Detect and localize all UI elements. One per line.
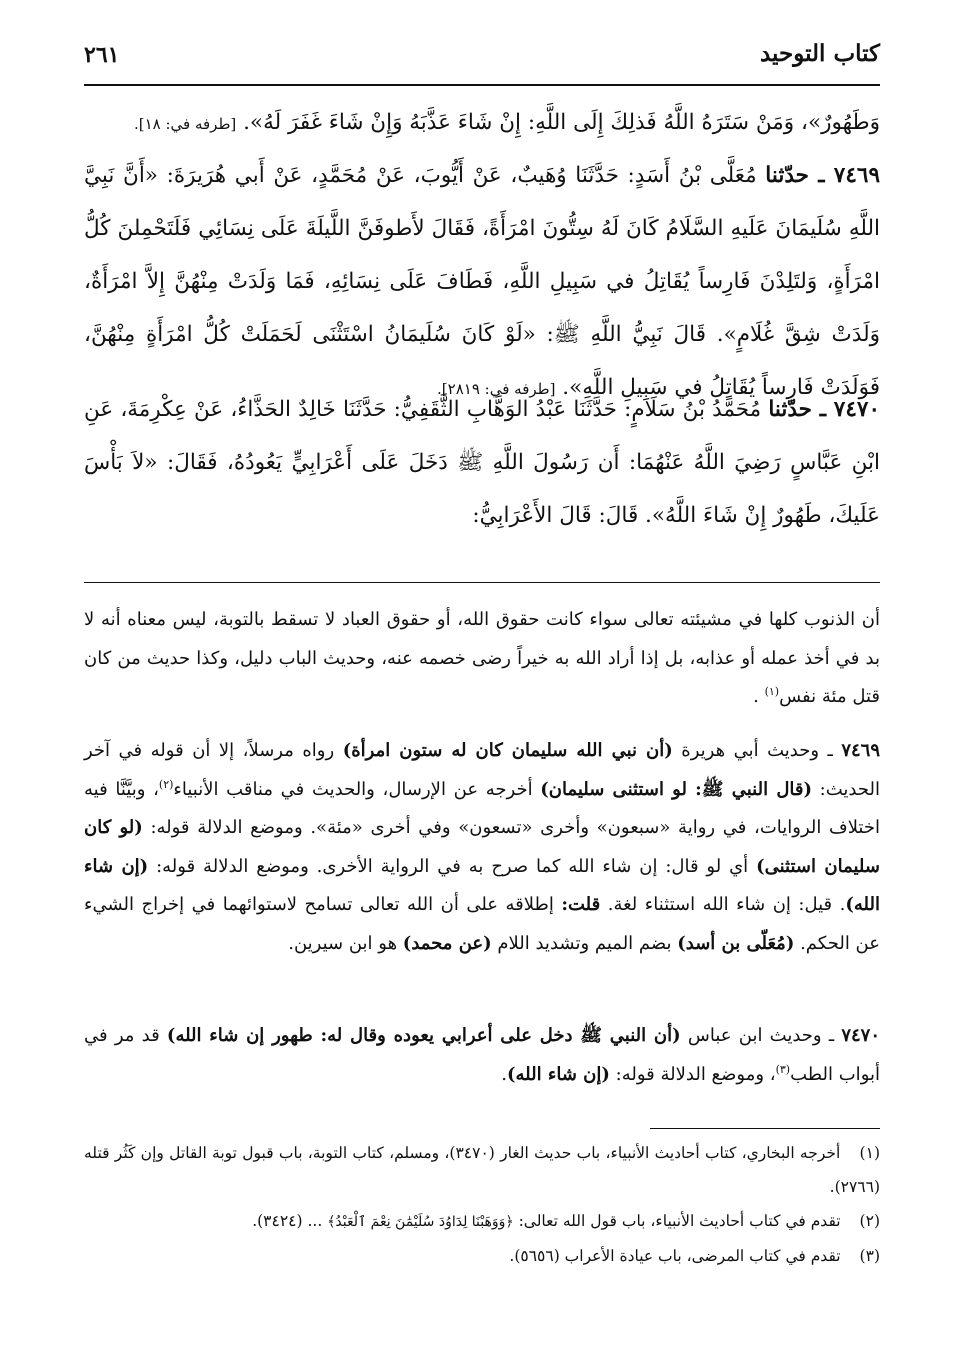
hadith-continuation [84,96,880,151]
cross-reference: [طرفه في: ١٨]. [133,115,237,133]
footnote-number: (٢) [859,1212,880,1230]
footnote-text: ... (٣٤٢٤). [252,1212,323,1230]
hadith-text: مُعَلَّى بْنُ أَسَدٍ: حَدَّثَنَا وُهَيبٌ، عَنْ أَيُّوبَ، عَنْ مُحَمَّدٍ، عَنْ أَبي هُرَيرَةَ: «أَنَّ نَبِيَّ اللَّهِ سُلَيمَانَ عَلَيهِ السَّلَامُ كَانَ لَهُ سِتُّونَ امْرَأَةً، فَقَالَ لأَطوفَنَّ اللَّيلَةَ عَلَى نِسَائِي فَلَتَحْمِلنَ كُلُّ امْرَأَةٍ، وَلتَلِدْنَ فَارِساً يُقَاتِلُ في سَبِيلِ اللَّهِ، فَطَافَ عَلَى نِسَائِهِ، فَمَا وَلَدَتْ مِنْهُنَّ إِلاَّ امْرَأَةٌ، وَلَدَتْ شِقَّ غُلَامٍ». قَالَ نَبِيُّ اللَّهِ ﷺ: «لَوْ كَانَ سُلَيمَانُ اسْتَثْنَى لَحَمَلَتْ كُلُّ امْرَأَةٍ مِنْهُنَّ، فَوَلَدَتْ فَارِساً يُقَاتِلُ في سَبِيلِ اللَّهِ». [84,163,880,400]
hadith-number: ٧٤٦٩ [833,163,880,188]
hadith-text: وَطَهُورٌ»، وَمَنْ سَتَرَهُ اللَّهُ فَذلِكَ إِلَى اللَّهِ: إِنْ شَاءَ عَذَّبَهُ وَإِنْ شَاءَ غَفَرَ لَهُ». [243,110,880,135]
book-title: كتاب التوحيد [759,40,880,67]
commentary-7469: ٧٤٦٩ ـ وحديث أبي هريرة (أن نبي الله سليمان كان له ستون امرأة) رواه مرسلاً، إلا أن قوله في آخر الحديث: (قال النبي ﷺ: لو استثنى سليمان) أخرجه عن الإرسال، والحديث في مناقب الأنبياء$^{(٢)}$، وبيَّنَّا فيه اختلاف الروايات، في رواية «سبعون» وأخرى «تسعون» وفي أخرى «مئة». وموضع الدلالة قوله: (لو كان سليمان استثنى) أي لو قال: إن شاء الله كما صرح به في الرواية الأخرى. وموضع الدلالة قوله: (إن شاء الله). قيل: إن شاء الله استثناء لغة. قلت: إطلاقه على أن الله تعالى تسامح لاستوائهما في إخراج الشيء عن الحكم. (مُعَلّى بن أسد) بضم الميم وتشديد اللام (عن محمد) هو ابن سيرين. [84,740,880,954]
footnote-number: (١) [859,1144,880,1162]
commentary-number: ٧٤٧٠ [841,1025,881,1046]
commentary-divider [84,582,880,583]
footnote-3 [84,1239,880,1273]
footnote-text: تقدم في كتاب المرضى، باب عيادة الأعراب (٥٦٥٦). [509,1247,841,1265]
commentary-number: ٧٤٦٩ [841,740,880,761]
commentary-text: أن الذنوب كلها في مشيئته تعالى سواء كانت حقوق الله، أو حقوق العباد لا تسقط بالتوبة، ليس معناه أنه لا بد في أخذ عمله أو عذابه، بل إذا أراد الله به خيراً رضى خصمه عنه، وحديث الباب دليل، وكذا حديث من كان قتل مئة نفس [84,609,880,707]
header-divider [84,84,880,86]
cross-reference: [طرفه في: ٢٨١٩]. [437,380,556,398]
page-header [84,40,880,80]
footnote-ref[interactable]: (١) [764,685,780,698]
commentary-7470: ٧٤٧٠ ـ وحديث ابن عباس (أن النبي ﷺ دخل على أعرابي يعوده وقال له: طهور إن شاء الله) قد مر في أبواب الطب$^{(٣)}$، وموضع الدلالة قوله: (إن شاء الله). [84,1025,881,1085]
hadith-text: مُحَمَّدُ بْنُ سَلَامٍ: حَدَّثَنَا عَبْدُ الوَهَّابِ الثَّقَفِيُّ: حَدَّثَنَا خَالِدٌ الحَذَّاءُ، عَنْ عِكْرِمَةَ، عَنِ ابْنِ عَبَّاسٍ رَضِيَ اللَّهُ عَنْهُمَا: أَن رَسُولَ اللَّهِ ﷺ دَخَلَ عَلَى أَعْرَابِيٍّ يَعُودُهُ، فَقَالَ: «لاَ بَأْسَ عَلَيكَ، طَهُورٌ إِنْ شَاءَ اللَّهُ». قَالَ: قَالَ الأَعْرَابِيُّ: [84,397,880,528]
footnote-text: أخرجه البخاري، كتاب أحاديث الأنبياء، باب حديث الغار (٣٤٧٠)، ومسلم، كتاب التوبة، باب قبول توبة القاتل وإن كَثُر قتله (٢٧٦٦). [84,1144,880,1196]
footnote-ref[interactable]: (٣) [775,1062,791,1076]
footnote-ref[interactable]: (٢) [158,777,174,791]
hadith-opening: حدّثنا [765,163,809,188]
footnotes [84,1136,880,1273]
footnote-text: تقدم في كتاب أحاديث الأنبياء، باب قول الله تعالى: [518,1212,841,1230]
hadith-7470: ٧٤٧٠ ـ حدّثنا مُحَمَّدُ بْنُ سَلَامٍ: حَدَّثَنَا عَبْدُ الوَهَّابِ الثَّقَفِيُّ: حَدَّثَنَا خَالِدٌ الحَذَّاءُ، عَنْ عِكْرِمَةَ، عَنِ ابْنِ عَبَّاسٍ رَضِيَ اللَّهُ عَنْهُمَا: أَن رَسُولَ اللَّهِ ﷺ دَخَلَ عَلَى أَعْرَابِيٍّ يَعُودُهُ، فَقَالَ: «لاَ بَأْسَ عَلَيكَ، طَهُورٌ إِنْ شَاءَ اللَّهُ». قَالَ: قَالَ الأَعْرَابِيُّ: [84,397,880,528]
hadith-number: ٧٤٧٠ [833,397,880,422]
hadith-7469: ٧٤٦٩ ـ حدّثنا مُعَلَّى بْنُ أَسَدٍ: حَدَّثَنَا وُهَيبٌ، عَنْ أَيُّوبَ، عَنْ مُحَمَّدٍ، عَنْ أَبي هُرَيرَةَ: «أَنَّ نَبِيَّ اللَّهِ سُلَيمَانَ عَلَيهِ السَّلَامُ كَانَ لَهُ سِتُّونَ امْرَأَةً، فَقَالَ لأَطوفَنَّ اللَّيلَةَ عَلَى نِسَائِي فَلَتَحْمِلنَ كُلُّ امْرَأَةٍ، وَلتَلِدْنَ فَارِساً يُقَاتِلُ في سَبِيلِ اللَّهِ، فَطَافَ عَلَى نِسَائِهِ، فَمَا وَلَدَتْ مِنْهُنَّ إِلاَّ امْرَأَةٌ، وَلَدَتْ شِقَّ غُلَامٍ». قَالَ نَبِيُّ اللَّهِ ﷺ: «لَوْ كَانَ سُلَيمَانُ اسْتَثْنَى لَحَمَلَتْ كُلُّ امْرَأَةٍ مِنْهُنَّ، فَوَلَدَتْ فَارِساً يُقَاتِلُ في سَبِيلِ اللَّهِ». [طرفه في: ٢٨١٩]. [84,163,880,400]
footnote-1 [84,1136,880,1204]
commentary-intro: أن الذنوب كلها في مشيئته تعالى سواء كانت حقوق الله، أو حقوق العباد لا تسقط بالتوبة، ليس معناه أنه لا بد في أخذ عمله أو عذابه، بل إذا أراد الله به خيراً رضى خصمه عنه، وحديث الباب دليل، وكذا حديث من كان قتل مئة نفس$^{(١)}$ . [84,609,880,707]
footnote-divider [650,1128,880,1129]
hadith-opening: حدّثنا [768,397,812,422]
page-number: ٢٦١ [84,42,120,68]
quran-verse: ﴿وَوَهَبْنَا لِدَاوُدَ سُلَيْمَٰنَ نِعْمَ ٱلْعَبْدُ﴾ [327,1214,514,1230]
footnote-2 [84,1204,880,1239]
footnote-number: (٣) [859,1247,880,1265]
